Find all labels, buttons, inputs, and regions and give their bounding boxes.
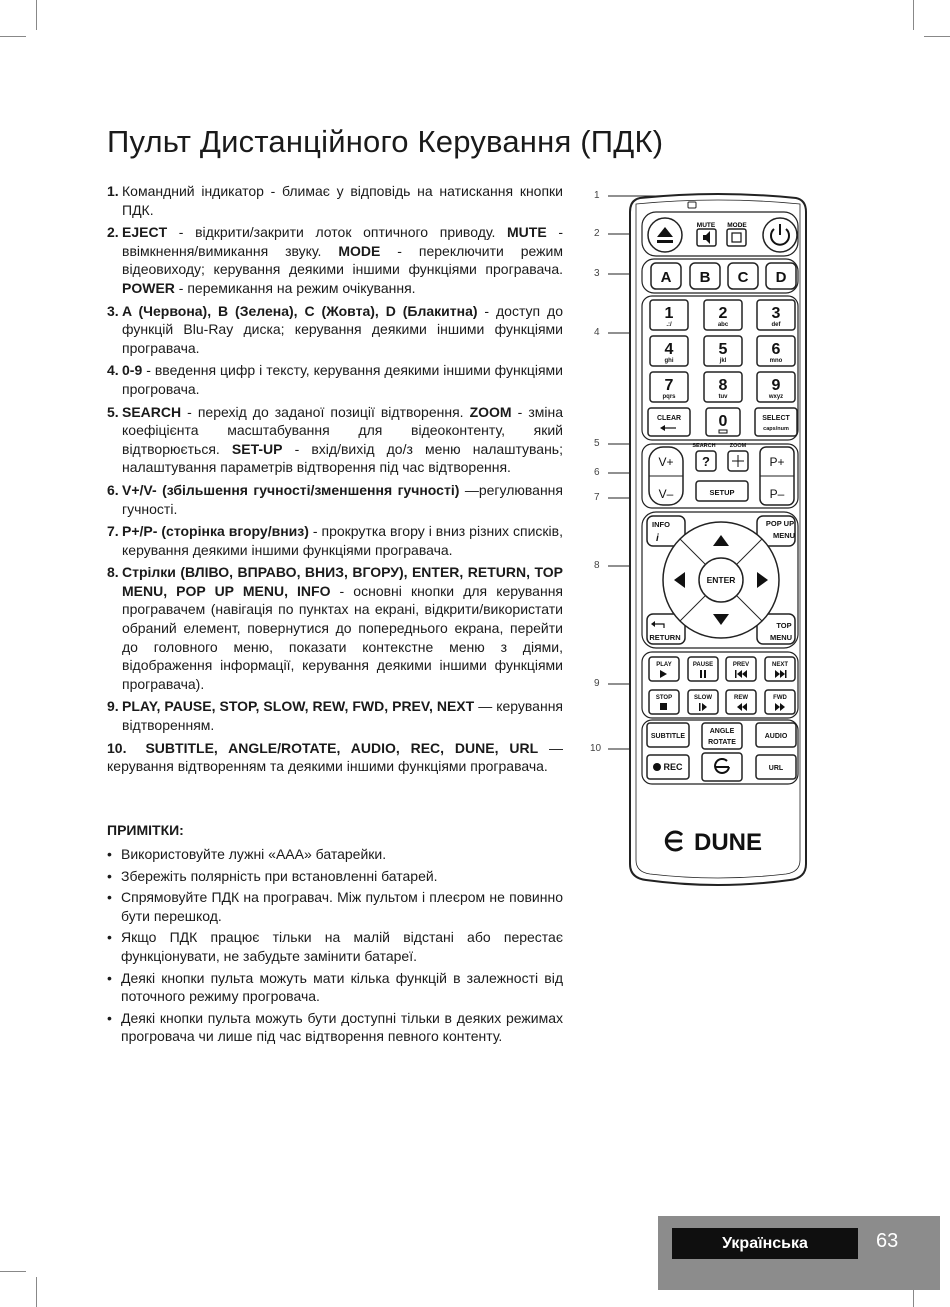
digit-8: 8: [718, 377, 728, 394]
item-description: — керування відтворенням.: [122, 698, 564, 734]
sub-4: ghi: [664, 358, 674, 364]
search-icon: ?: [702, 454, 710, 469]
sub-7: pqrs: [662, 394, 676, 400]
popup-label-1: POP UP: [765, 519, 795, 528]
stop-button: [649, 690, 679, 714]
next-label: NEXT: [771, 662, 789, 668]
pause-icon: [700, 670, 702, 678]
digit-2: 2: [718, 305, 728, 322]
item-description: —регулювання гучності.: [122, 481, 563, 517]
item-description: - відкрити/закрити лоток оптичного приводу.: [167, 224, 508, 241]
sub-1: .:/: [666, 322, 672, 328]
digit-1: 1: [664, 305, 674, 322]
clear-label: CLEAR: [656, 415, 682, 422]
fwd-label: FWD: [773, 695, 787, 701]
vminus-label: V–: [658, 487, 674, 501]
enter-label: ENTER: [706, 575, 736, 585]
callout-number: 9: [594, 678, 600, 689]
item-description: — керування відтворенням та деякими іншими функціями програвача.: [107, 739, 563, 775]
item-description: - введення цифр і тексту, керування деякими іншими функціями прогровача.: [122, 362, 563, 397]
digit-9: 9: [771, 377, 781, 394]
item-number: 3.: [107, 302, 119, 319]
item-description: - перехід до заданої позиції відтворення.: [181, 403, 470, 420]
item-number: 4.: [107, 362, 119, 379]
audio-label: AUDIO: [764, 733, 788, 740]
item-number: 6.: [107, 481, 119, 498]
item-number: 2.: [107, 224, 119, 241]
callout-number: 2: [594, 228, 600, 239]
item-keyword: SET-UP: [231, 440, 283, 457]
top-label-1: TOP: [776, 621, 792, 630]
mode-label: MODE: [727, 222, 747, 229]
c-label: C: [737, 269, 749, 286]
sub-2: abc: [717, 322, 729, 328]
note-item: • Якщо ПДК працює тільки на малій відстані або перестає функціонувати, не забудьте замінити батареї.: [107, 928, 563, 965]
prev-button: [726, 657, 756, 681]
item-description: Командний індикатор - блимає у відповідь на натискання кнопки ПДК.: [122, 183, 563, 218]
sub-8: tuv: [718, 394, 728, 400]
sub-5: jkl: [719, 358, 727, 364]
item-number: 5.: [107, 403, 119, 420]
setup-label: SETUP: [709, 488, 735, 497]
rew-button: [726, 690, 756, 714]
url-label: URL: [768, 765, 784, 772]
slow-button: [688, 690, 718, 714]
sub-6: mno: [769, 358, 783, 364]
pause-label: PAUSE: [692, 662, 714, 668]
pause-button: [688, 657, 718, 681]
note-item: • Використовуйте лужні «ААА» батарейки.: [107, 845, 563, 864]
search-label: SEARCH: [692, 443, 716, 449]
play-label: PLAY: [656, 662, 672, 668]
item-number: 8.: [107, 564, 119, 581]
a-label: A: [660, 269, 672, 286]
stop-icon: [660, 703, 667, 710]
note-item: • Збережіть полярність при встановленні батарей.: [107, 867, 563, 886]
page-title: Пульт Дистанційного Керування (ПДК): [107, 124, 664, 159]
angle-label: ANGLE: [709, 728, 735, 735]
notes-heading: ПРИМІТКИ:: [107, 822, 184, 838]
led-indicator: [688, 202, 696, 208]
item-description: - ввімкнення/вимикання звуку.: [122, 224, 564, 259]
play-button: [649, 657, 679, 681]
callout-number: 1: [594, 190, 600, 201]
popup-label-2: MENU: [772, 531, 796, 540]
digit-6: 6: [771, 341, 781, 358]
info-icon: i: [656, 533, 659, 544]
note-item: • Спрямовуйте ПДК на програвач. Між пультом і плеєром не повинно бути перешкод.: [107, 888, 563, 925]
top-label-2: MENU: [769, 633, 793, 642]
item-description: - вхід/вихід до/з меню налаштувань; налаштування параметрів відтворення під час відтворення.: [122, 440, 563, 476]
digit-7: 7: [664, 377, 674, 394]
mute-label: MUTE: [696, 222, 716, 229]
item-description: - перемикання на режим очікування.: [174, 279, 416, 296]
slow-label: SLOW: [694, 695, 712, 701]
rotate-label: ROTATE: [708, 739, 736, 746]
item-description: - переключити режим відеовиходу; керування деякими іншими функціями програвача.: [122, 242, 563, 278]
language-tab: Українська: [672, 1228, 858, 1259]
item-number: 1.: [107, 183, 119, 199]
stop-label: STOP: [655, 695, 673, 701]
callout-number: 8: [594, 560, 600, 571]
item-keyword: SUBTITLE, ANGLE/ROTATE, AUDIO, REC, DUNE, URL: [145, 739, 539, 756]
info-label: INFO: [652, 520, 670, 529]
mode-button: [727, 229, 746, 246]
rec-label: REC: [663, 762, 683, 772]
zoom-label: ZOOM: [729, 443, 747, 449]
digit-0: 0: [718, 413, 728, 430]
sub-3: def: [771, 322, 781, 328]
b-label: B: [699, 269, 711, 286]
item-description: - зміна коефіцієнта масштабування для відеоконтенту, який відтворюється.: [122, 403, 563, 457]
item-number: 10.: [107, 739, 127, 756]
callout-number: 3: [594, 268, 600, 279]
vplus-label: V+: [658, 455, 674, 469]
d-label: D: [775, 269, 787, 286]
item-description: - прокрутка вгору і вниз різних списків, керування деякими іншими функціями програвача.: [122, 523, 563, 558]
callout-number: 6: [594, 467, 600, 478]
digit-5: 5: [718, 341, 728, 358]
item-number: 9.: [107, 698, 119, 715]
item-keyword: EJECT: [122, 224, 168, 241]
item-keyword: 0-9: [122, 362, 143, 379]
return-label: RETURN: [649, 633, 681, 642]
pminus-label: P–: [769, 487, 785, 501]
item-description: - доступ до функцій Blu-Ray диска; керування деякими іншими функціями програвача.: [122, 302, 563, 356]
item-keyword: MUTE: [507, 224, 547, 241]
item-keyword: P+/P- (сторінка вгору/вниз): [122, 523, 309, 540]
item-keyword: MODE: [338, 242, 381, 259]
item-keyword: ZOOM: [469, 403, 512, 420]
callout-number: 5: [594, 438, 600, 449]
item-keyword: POWER: [122, 279, 175, 296]
pplus-label: P+: [769, 455, 785, 469]
rec-icon: [653, 763, 661, 771]
item-keyword: PLAY, PAUSE, STOP, SLOW, REW, FWD, PREV, NEXT: [122, 698, 475, 715]
rew-label: REW: [734, 695, 748, 701]
prev-label: PREV: [732, 662, 750, 668]
note-item: • Деякі кнопки пульта можуть мати кілька функцій в залежності від поточного режиму прогровача.: [107, 969, 563, 1006]
brand-logo: DUNE: [694, 829, 763, 856]
page-number: 63: [876, 1230, 899, 1252]
callout-number: 7: [594, 492, 600, 503]
digit-3: 3: [771, 305, 781, 322]
item-keyword: A (Червона), B (Зелена), C (Жовта), D (Блакитна): [122, 302, 478, 319]
subtitle-label: SUBTITLE: [650, 733, 686, 740]
select-label: SELECT: [762, 415, 790, 422]
item-description: - основні кнопки для керування програвачем (навігація по пунктах на екрані, відкрити/використати обраний елемент, повернутися до попереднього екрана, перейти до головного меню, показати контекстне меню з діями, відображення інформації, керування деякими іншими функціями програвача).: [122, 582, 564, 692]
item-keyword: SEARCH: [122, 403, 182, 420]
callout-number: 10: [590, 743, 602, 754]
item-keyword: Стрілки (ВЛІВО, ВПРАВО, ВНИЗ, ВГОРУ), ENTER, RETURN, TOP MENU, POP UP MENU, INFO: [122, 564, 563, 599]
item-keyword: V+/V- (збільшення гучності/зменшення гучності): [122, 481, 460, 498]
note-item: • Деякі кнопки пульта можуть бути доступні тільки в деяких режимах прогровача чи лише під час відтворення певного контенту.: [107, 1009, 563, 1046]
clear-button: [648, 408, 690, 436]
callout-number: 4: [594, 327, 600, 338]
select-sub-label: caps/num: [763, 426, 789, 432]
digit-4: 4: [664, 341, 674, 358]
item-number: 7.: [107, 523, 119, 540]
sub-9: wxyz: [768, 394, 784, 400]
